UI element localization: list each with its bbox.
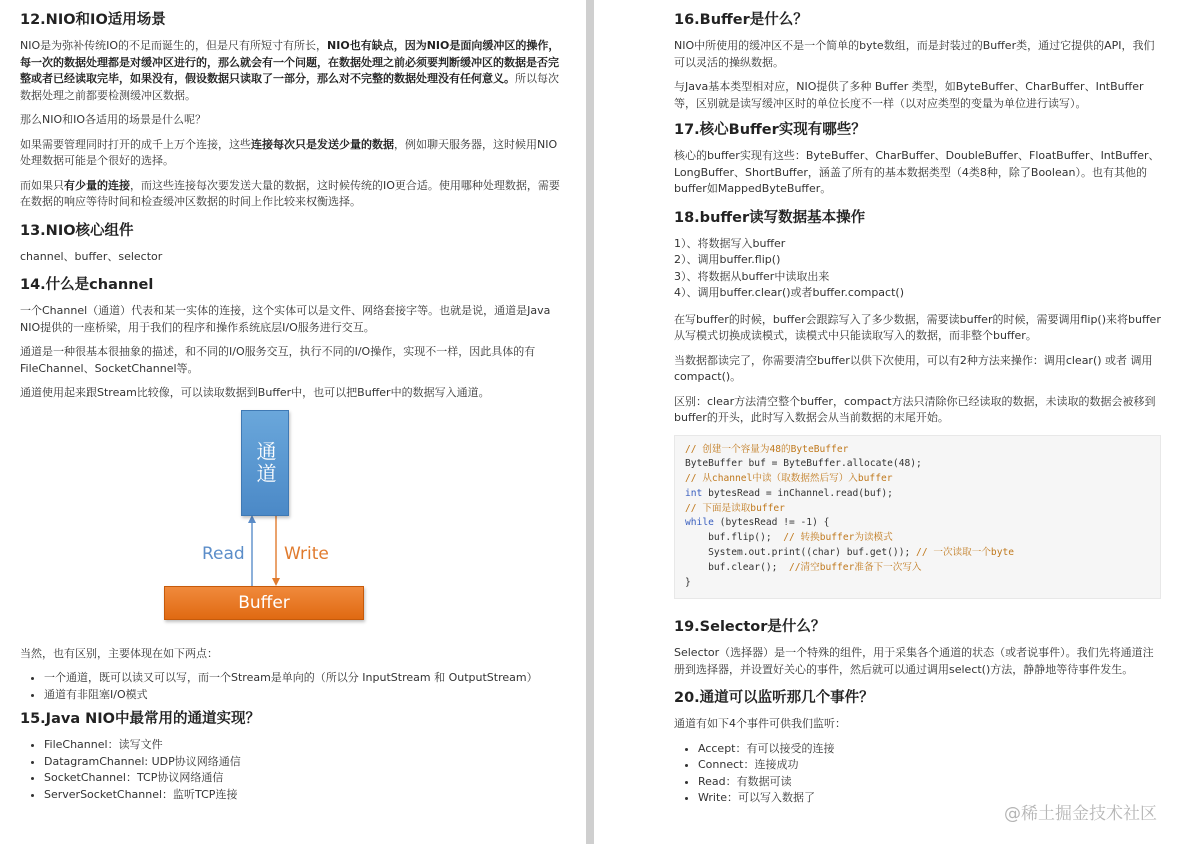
- left-content: [20, 10, 562, 809]
- code-comment: // 一次读取一个byte: [916, 547, 1015, 559]
- section-18-paragraph-3: 区别：clear方法清空整个buffer，compact方法只清除你已经读取的数据，未读取的数据会被移到buffer的开头，此时写入数据会从当前数据的末尾开始。: [674, 394, 1156, 424]
- section-18-steps: [674, 236, 1161, 302]
- section-16-title: 16.Buffer是什么？: [674, 12, 808, 28]
- code-line: }: [685, 576, 691, 588]
- list-item: • Accept：有可以接受的连接: [698, 741, 1161, 758]
- channel-box: 通道: [241, 410, 289, 516]
- section-16-paragraph-2: 与Java基本类型相对应，NIO提供了多种 Buffer 类型，如ByteBuffer、CharBuffer、IntBuffer等，区别就是读写缓冲区时的单位长度不一样（以对应类型的变量为单位进行读写）。: [674, 80, 1144, 110]
- list-item: • FileChannel：读写文件: [44, 737, 562, 754]
- step-item: 4）、调用buffer.clear()或者buffer.compact(): [674, 286, 904, 299]
- write-arrowhead: [272, 578, 280, 586]
- code-comment: //清空buffer准备下一次写入: [788, 561, 922, 573]
- section-14-paragraph-4: 当然，也有区别，主要体现在如下两点：: [20, 646, 218, 660]
- page-gutter: [586, 0, 594, 844]
- watermark: @稀土掘金技术社区: [1004, 804, 1157, 824]
- code-text: buf.flip();: [685, 532, 784, 544]
- section-12-paragraph-3: [20, 137, 562, 170]
- section-14-list: [20, 670, 562, 703]
- text-span: 而如果只: [20, 178, 64, 192]
- write-label: Write: [284, 543, 329, 564]
- code-line: ByteBuffer buf = ByteBuffer.allocate(48);: [685, 458, 922, 470]
- section-12-paragraph-4: [20, 178, 562, 211]
- list-item: • Read：有数据可读: [698, 774, 1161, 791]
- code-line: [685, 531, 1150, 546]
- list-item: • 一个通道，既可以读又可以写，而一个Stream是单向的（所以分 InputStream 和 OutputStream）: [44, 670, 562, 687]
- step-item: 1）、将数据写入buffer: [674, 236, 786, 250]
- code-line: [685, 516, 1150, 531]
- list-item: • 通道有非阻塞I/O模式: [44, 687, 562, 704]
- section-18-paragraph-2: 当数据都读完了，你需要清空buffer以供下次使用，可以有2种方法来操作：调用clear() 或者 调用 compact()。: [674, 353, 1153, 383]
- code-line: // 创建一个容量为48的ByteBuffer: [685, 443, 849, 455]
- section-12-paragraph-1: [20, 38, 562, 104]
- section-14-title: 14.什么是channel: [20, 277, 154, 293]
- section-16-paragraph-1: NIO中所使用的缓冲区不是一个简单的byte数组，而是封装过的Buffer类，通过它提供的API，我们可以灵活的操纵数据。: [674, 39, 1155, 69]
- section-12-title: 12.NIO和IO适用场景: [20, 12, 166, 28]
- code-keyword: int: [685, 487, 703, 499]
- bold-span: NIO也有缺点，因为NIO是面向缓冲区的操作，每一次的数据处理都是对缓冲区进行的，那么就会有一个问题，在数据处理之前必须要判断缓冲区的数据是否完整或者已经读取完毕，如果没有，假设数据只读取了一部分，那么对不完整的数据处理没有任何意义。: [20, 39, 560, 85]
- code-block: [674, 435, 1161, 600]
- read-arrowhead: [248, 515, 256, 523]
- section-17-paragraph: 核心的buffer实现有这些：ByteBuffer、CharBuffer、DoubleBuffer、FloatBuffer、IntBuffer、LongBuffer、ShortBuffer，涵盖了所有的基本数据类型（4类8种，除了Boolean）。也有其他的buffer如MappedByteBuffer。: [674, 149, 1160, 195]
- section-14-paragraph-1: 一个Channel（通道）代表和某一实体的连接，这个实体可以是文件、网络套接字等。也就是说，通道是Java NIO提供的一座桥梁，用于我们的程序和操作系统底层I/O服务进行交互。: [20, 304, 551, 334]
- text-span: 所以每次数据处理之前都要检测缓冲区数据。: [20, 72, 559, 102]
- section-19-paragraph: Selector（选择器）是一个特殊的组件，用于采集各个通道的状态（或者说事件）。我们先将通道注册到选择器，并设置好关心的事件，然后就可以通过调用select()方法，静静地等待事件发生。: [674, 646, 1154, 676]
- code-keyword: while: [685, 517, 714, 529]
- bold-span: 连接每次只是发送少量的数据: [251, 137, 394, 151]
- channel-buffer-diagram: [20, 410, 562, 642]
- right-content: [674, 10, 1161, 813]
- list-item: • Write：可以写入数据了: [698, 790, 1161, 807]
- code-line: // 从channel中读（取数据然后写）入buffer: [685, 473, 893, 485]
- section-12-paragraph-2: 那么NIO和IO各适用的场景是什么呢？: [20, 113, 207, 126]
- section-20-title: 20.通道可以监听那几个事件？: [674, 690, 874, 707]
- section-19-title: 19.Selector是什么？: [674, 619, 826, 636]
- code-text: buf.clear();: [685, 561, 789, 573]
- list-item: • ServerSocketChannel：监听TCP连接: [44, 787, 562, 804]
- list-item: • Connect：连接成功: [698, 757, 1161, 774]
- left-page: [0, 0, 586, 844]
- section-14-paragraph-3: 通道使用起来跟Stream比较像，可以读取数据到Buffer中，也可以把Buffer中的数据写入通道。: [20, 386, 490, 399]
- section-18-paragraph-1: 在写buffer的时候，buffer会跟踪写入了多少数据，需要读buffer的时候，需要调用flip()来将buffer从写模式切换成读模式，读模式中只能读取写入的数据，而非整个buffer。: [674, 312, 1161, 342]
- code-line: [685, 561, 1150, 576]
- text-span: 如果需要管理同时打开的成千上万个连接，这些: [20, 137, 251, 151]
- code-line: [685, 546, 1150, 561]
- text-span: ，而这些连接每次要发送大量的数据，这时候传统的IO更合适。使用哪种处理数据，需要在数据的响应等待时间和检查缓冲区数据的时间上作比较来权衡选择。: [20, 178, 560, 208]
- buffer-box: Buffer: [164, 586, 364, 620]
- code-comment: // 转换buffer为读模式: [783, 532, 893, 544]
- section-20-paragraph: 通道有如下4个事件可供我们监听：: [674, 717, 846, 731]
- section-18-title: 18.buffer读写数据基本操作: [674, 209, 866, 226]
- code-text: bytesRead = inChannel.read(buf);: [702, 487, 893, 499]
- right-page: [594, 0, 1181, 844]
- section-15-list: [20, 737, 562, 803]
- text-span: ，例如聊天服务器，这时候用NIO处理数据可能是个很好的选择。: [20, 137, 558, 167]
- step-item: 2）、调用buffer.flip(): [674, 253, 781, 266]
- list-item: • SocketChannel：TCP协议网络通信: [44, 770, 562, 787]
- text-span: NIO是为弥补传统IO的不足而诞生的，但是尺有所短寸有所长，: [20, 39, 328, 52]
- step-item: 3）、将数据从buffer中读取出来: [674, 269, 830, 283]
- section-15-title: 15.Java NIO中最常用的通道实现？: [20, 711, 261, 727]
- section-17-title: 17.核心Buffer实现有哪些？: [674, 122, 866, 138]
- code-text: (bytesRead != -1) {: [713, 517, 830, 529]
- section-13-title: 13.NIO核心组件: [20, 222, 134, 239]
- read-label: Read: [202, 543, 245, 564]
- section-20-list: [674, 741, 1161, 807]
- section-14-paragraph-2: 通道是一种很基本很抽象的描述，和不同的I/O服务交互，执行不同的I/O操作，实现不一样，因此具体的有FileChannel、SocketChannel等。: [20, 345, 536, 375]
- code-text: System.out.print((char) buf.get());: [685, 547, 917, 559]
- bold-span: 有少量的连接: [64, 178, 130, 192]
- list-item: • DatagramChannel: UDP协议网络通信: [44, 754, 562, 771]
- code-line: // 下面是读取buffer: [685, 502, 785, 514]
- code-line: [685, 487, 1150, 502]
- section-13-paragraph: channel、buffer、selector: [20, 249, 163, 263]
